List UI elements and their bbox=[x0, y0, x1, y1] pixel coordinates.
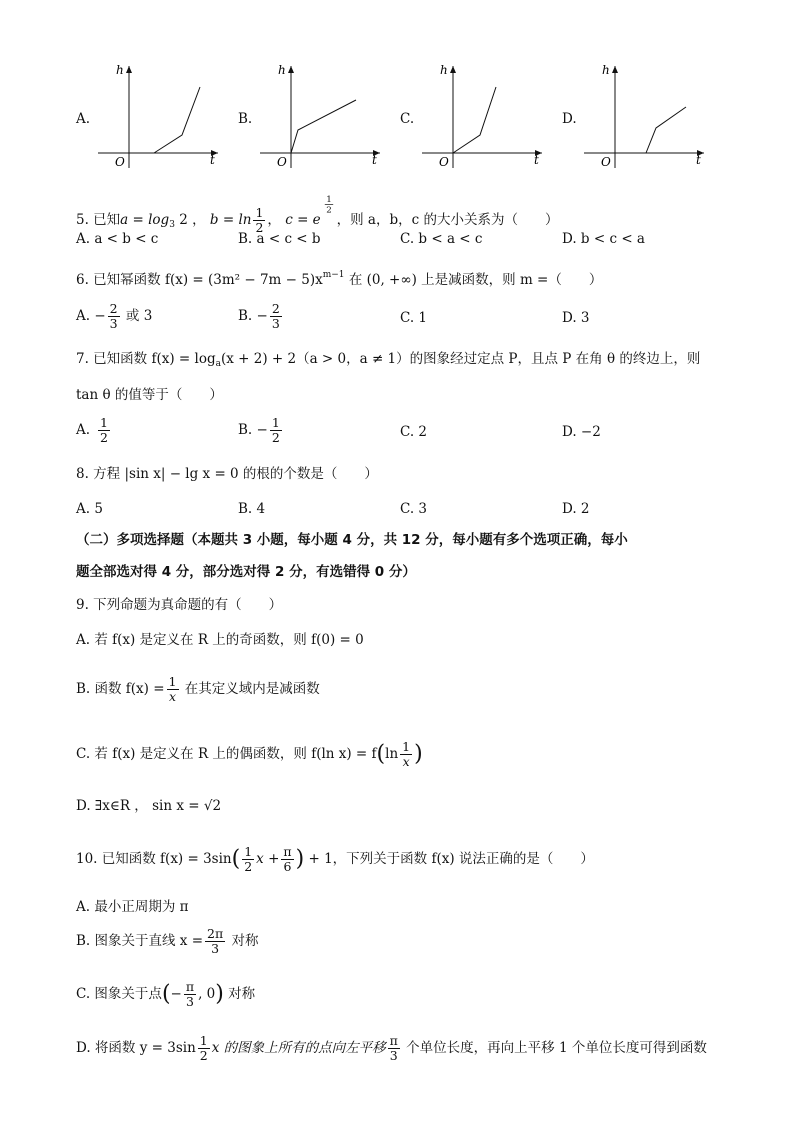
q7-option-a: A. $\frac{1}{2}$ bbox=[76, 415, 108, 445]
q6-option-b: B. − $\frac{2}{3}$ bbox=[238, 301, 280, 331]
q6-option-a: A. − $\frac{2}{3}$ 或 3 bbox=[76, 301, 153, 331]
q5-option-c: C. b < a < c bbox=[400, 231, 483, 247]
graph-b-origin-label: O bbox=[277, 155, 287, 169]
question-5-stem bbox=[76, 190, 558, 235]
q5-option-d: D. b < c < a bbox=[562, 231, 645, 247]
question-8-stem: 8. 方程 |sin x| − lg x = 0 的根的个数是（ ） bbox=[76, 466, 378, 482]
question-9-stem: 9. 下列命题为真命题的有（ ） bbox=[76, 597, 283, 613]
q9-option-c: C. 若 f(x) 是定义在 R 上的偶函数，则 f(ln x) = f(ln $\frac{1}{x}$ ) bbox=[76, 739, 423, 769]
graph-c-h-label: h bbox=[440, 63, 448, 77]
q7-option-d: D. −2 bbox=[562, 424, 601, 440]
q9-option-a: A. 若 f(x) 是定义在 R 上的奇函数，则 f(0) = 0 bbox=[76, 632, 364, 648]
graph-a-t-label: t bbox=[210, 153, 215, 167]
q10-option-b: B. 图象关于直线 x = $\frac{2\pi}{3}$ 对称 bbox=[76, 926, 259, 956]
q5-b-fraction: $\frac{1}{2}$ bbox=[255, 205, 264, 235]
q6-exponent: m−1 bbox=[322, 270, 345, 280]
q7-option-b: B. − $\frac{1}{2}$ bbox=[238, 415, 280, 445]
q5-b-expr: b = ln bbox=[209, 212, 252, 228]
section2-line1: （二）多项选择题（本题共 3 小题，每小题 4 分，共 12 分，每小题有多个选项正确，每小 bbox=[76, 532, 628, 548]
q6-prefix: 6. 已知幂函数 f(x) = (3m² − 7m − 5)x bbox=[76, 272, 323, 288]
q10-option-d: D. 将函数 y = 3sin $\frac{1}{2}$ x 的图象上所有的点向左平移 $\frac{\pi}{3}$ 个单位长度，再向上平移 1 个单位长度可得到函数 bbox=[76, 1033, 707, 1063]
q7-option-c: C. 2 bbox=[400, 424, 428, 440]
q6-option-d: D. 3 bbox=[562, 310, 590, 326]
q6-option-c: C. 1 bbox=[400, 310, 428, 326]
section2-line2: 题全部选对得 4 分，部分选对得 2 分，有选错得 0 分） bbox=[76, 564, 416, 580]
graph-option-d bbox=[580, 60, 710, 172]
q5-a-arg: 2 ， bbox=[174, 212, 206, 228]
q8-option-d: D. 2 bbox=[562, 501, 590, 517]
graph-b-h-label: h bbox=[278, 63, 286, 77]
graph-option-a bbox=[94, 60, 224, 172]
graph-option-c-letter: C. bbox=[400, 111, 415, 127]
graph-d-t-label: t bbox=[696, 153, 701, 167]
graph-option-c bbox=[418, 60, 548, 172]
graph-d-h-label: h bbox=[602, 63, 610, 77]
graph-c-t-label: t bbox=[534, 153, 539, 167]
q10-option-c: C. 图象关于点(− $\frac{\pi}{3}$ , 0) 对称 bbox=[76, 979, 256, 1009]
question-6-stem bbox=[76, 266, 602, 289]
q9-option-b: B. 函数 f(x) = $\frac{1}{x}$ 在其定义域内是减函数 bbox=[76, 674, 320, 704]
graph-b-t-label: t bbox=[372, 153, 377, 167]
q5-prefix: 5. 已知 bbox=[76, 212, 121, 228]
section-multiple-choice-header bbox=[76, 528, 716, 584]
q5-c-expr: c = e bbox=[285, 212, 321, 228]
graph-option-b bbox=[256, 60, 386, 172]
graph-option-b-letter: B. bbox=[238, 111, 253, 127]
question-7-stem-line2: tan θ 的值等于（ ） bbox=[76, 387, 223, 403]
q8-option-c: C. 3 bbox=[400, 501, 428, 517]
question-10-stem: 10. 已知函数 f(x) = 3sin( $\frac{1}{2}$ x + $\frac{\pi}{6}$ ) + 1，下列关于函数 f(x) 说法正确的是（ ） bbox=[76, 844, 594, 874]
graph-c-origin-label: O bbox=[439, 155, 449, 169]
graph-option-d-letter: D. bbox=[562, 111, 577, 127]
q5-b-sep: ， bbox=[267, 212, 281, 228]
graph-d-origin-label: O bbox=[601, 155, 611, 169]
q5-option-b: B. a < c < b bbox=[238, 231, 321, 247]
q9-option-d: D. ∃x∈R ， sin x = √2 bbox=[76, 798, 222, 814]
q8-option-a: A. 5 bbox=[76, 501, 103, 517]
q6-suffix: 在 (0, +∞) 上是减函数，则 m =（ ） bbox=[344, 272, 603, 288]
graph-a-origin-label: O bbox=[115, 155, 125, 169]
q5-a-expr: a = log bbox=[120, 212, 170, 228]
q5-a-base: 3 bbox=[169, 220, 175, 230]
q10-option-a: A. 最小正周期为 π bbox=[76, 899, 189, 915]
q5-option-a: A. a < b < c bbox=[76, 231, 159, 247]
q5-suffix: ，则 a，b，c 的大小关系为（ ） bbox=[336, 212, 559, 228]
q5-c-exponent: $\frac{1}{2}$ bbox=[325, 193, 332, 215]
graph-a-h-label: h bbox=[116, 63, 124, 77]
graph-option-a-letter: A. bbox=[76, 111, 91, 127]
q8-option-b: B. 4 bbox=[238, 501, 266, 517]
question-7-stem-line1: 7. 已知函数 $f(x) = \log_a(x + 2) + 2(a > 0$，a ≠ 1）的图象经过定点 P，且点 P 在角 θ 的终边上，则 bbox=[76, 351, 701, 369]
